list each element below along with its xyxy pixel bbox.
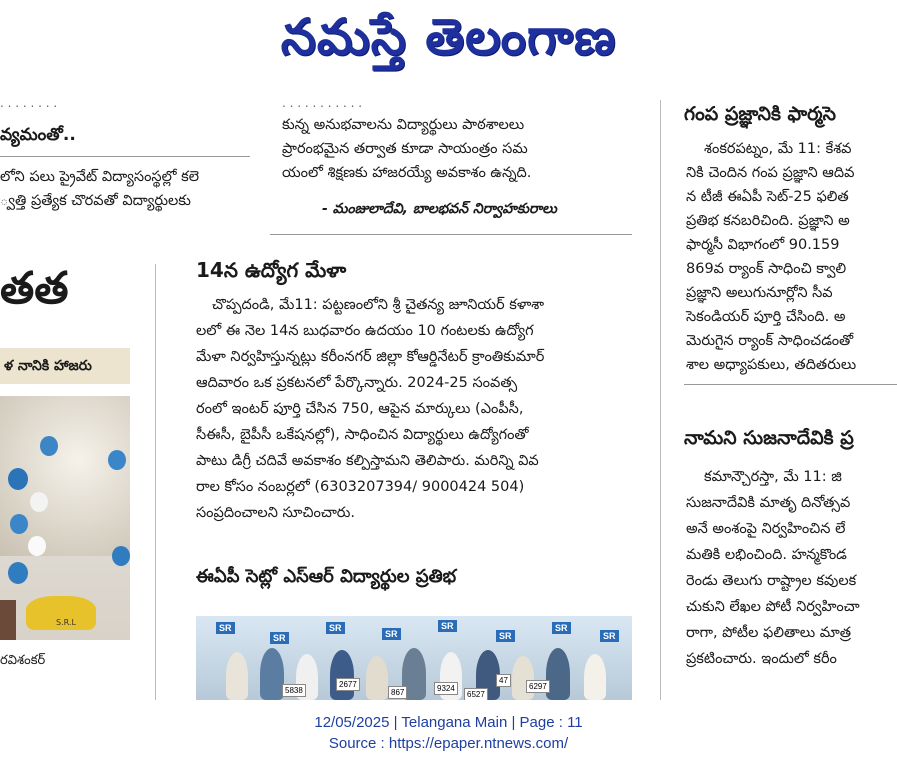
sr-logo: SR xyxy=(326,622,345,634)
eapcet-heading: ఈఏపీ సెట్లో ఎస్ఆర్ విద్యార్థుల ప్రతిభ xyxy=(196,566,457,587)
job-fair-line: చొప్పదండి, మే11: పట్టణంలోని శ్రీ చైతన్య జూనియర్ కళాశా xyxy=(212,297,545,313)
photo-caption: రవిశంకర్ xyxy=(0,653,46,668)
sr-logo: SR xyxy=(438,620,457,632)
right-top-line: ఫార్మసీ విభాగంలో 90.159 xyxy=(686,237,840,253)
job-fair-line: మేళా నిర్వహిస్తున్నట్లు కరీంనగర్ జిల్లా కోఆర్డినేటర్ క్రాంతికుమార్ xyxy=(196,349,545,365)
rank-card: 867 xyxy=(388,686,407,699)
right-top-line: న టీజీ ఈఏపీ సెట్-25 ఫలిత xyxy=(686,189,849,205)
job-fair-line: సంప్రదించాలని సూచించారు. xyxy=(196,505,356,521)
divider xyxy=(0,156,250,157)
left-big-heading: తత xyxy=(0,263,69,314)
right-bottom-line: ప్రకటించారు. ఇందులో కరీం xyxy=(686,651,837,667)
middle-text-line: ప్రారంభమైన తర్వాత కూడా సాయంత్రం సమ xyxy=(282,141,528,157)
right-bottom-line: రాగా, పోటీల ఫలితాలు మాత్ర xyxy=(686,625,851,641)
sr-logo: SR xyxy=(600,630,619,642)
source-link[interactable]: Source : https://epaper.ntnews.com/ xyxy=(328,735,569,752)
job-fair-heading: 14న ఉద్యోగ మేళా xyxy=(196,258,347,282)
right-top-line: ప్రజ్ఞాని అలుగునూర్లోని సీవ xyxy=(686,285,833,301)
cut-text-fragment: . . . . . . . . . . . xyxy=(282,96,363,110)
rank-card: 6297 xyxy=(526,680,550,693)
divider xyxy=(270,234,632,235)
job-fair-line: రంలో ఇంటర్ పూర్తి చేసిన 750, ఆపైన మార్కులు (ఎంపీసీ, xyxy=(196,401,524,417)
middle-text-line: కున్న అనుభవాలను విద్యార్థులు పాఠశాలలు xyxy=(282,117,525,133)
right-top-line: శాల అధ్యాపకులు, తదితరులు xyxy=(686,357,857,373)
divider xyxy=(684,384,897,385)
sr-logo: SR xyxy=(496,630,515,642)
edition-info: 12/05/2025 | Telangana Main | Page : 11 xyxy=(314,714,583,731)
right-bottom-line: రెండు తెలుగు రాష్ట్రాల కవులక xyxy=(686,573,857,589)
cut-text-fragment: . . . . . . . . xyxy=(0,96,58,110)
rank-card: 9324 xyxy=(434,682,458,695)
students-photo xyxy=(196,616,632,700)
right-top-line: నికి చెందిన గంప ప్రజ్ఞాని ఆదివ xyxy=(686,165,855,181)
event-photo xyxy=(0,396,130,640)
sr-logo: SR xyxy=(270,632,289,644)
job-fair-line: రాల కోసం నంబర్లలో (6303207394/ 9000424 504) xyxy=(196,479,525,495)
job-fair-line: పాటు డిగ్రీ చదివే అవకాశం కల్పిస్తామని తెలిపారు. మరిన్ని వివ xyxy=(196,453,539,469)
right-bottom-line: అనే అంశంపై నిర్వహించిన లే xyxy=(686,521,846,537)
newspaper-logo: నమస్తే తెలంగాణ xyxy=(280,8,617,66)
job-fair-line: ఆదివారం ఒక ప్రకటనలో పేర్కొన్నారు. 2024-25 సంవత్స xyxy=(196,375,518,391)
middle-text-line: యంలో శిక్షణకు హాజరయ్యే అవకాశం ఉన్నది. xyxy=(282,165,532,181)
column-rule xyxy=(660,100,661,700)
newspaper-page xyxy=(0,80,897,700)
right-top-line: ప్రతిభ కనబరిచింది. ప్రజ్ఞాని అ xyxy=(686,213,850,229)
left-text-line: లోని పలు ప్రైవేట్ విద్యాసంస్థల్లో కలె xyxy=(0,169,199,185)
sr-logo: SR xyxy=(216,622,235,634)
right-bottom-heading: నామని సుజనాదేవికి ప్ర xyxy=(684,427,854,449)
column-rule xyxy=(155,264,156,700)
left-heading-fragment: వ్యమంతో.. xyxy=(0,125,76,145)
right-top-heading: గంప ప్రజ్ఞానికి ఫార్మసె xyxy=(684,103,836,125)
left-text-line: ్వత్తి ప్రత్యేక చొరవతో విద్యార్థులకు xyxy=(0,193,191,209)
right-top-line: మెరుగైన ర్యాంక్ సాధించడంతో xyxy=(686,333,854,349)
sr-logo: SR xyxy=(382,628,401,640)
photo-sign: S.R.L xyxy=(56,618,76,627)
subhead-box xyxy=(0,348,130,384)
right-bottom-line: సుజనాదేవికి మాతృ దినోత్సవ xyxy=(686,495,851,511)
right-top-line: శంకరపట్నం, మే 11: కేశవ xyxy=(704,141,852,157)
right-bottom-line: మతికి లభించింది. హన్మకొండ xyxy=(686,547,847,563)
left-subhead: ళ నానికి హాజరు xyxy=(4,358,92,374)
right-top-line: సెకండియర్ పూర్తి చేసింది. అ xyxy=(686,309,846,325)
masthead xyxy=(0,0,897,78)
right-top-line: 869వ ర్యాంక్ సాధించి క్వాలి xyxy=(686,261,847,277)
rank-card: 5838 xyxy=(282,684,306,697)
rank-card: 6527 xyxy=(464,688,488,700)
sr-logo: SR xyxy=(552,622,571,634)
rank-card: 47 xyxy=(496,674,511,687)
rank-card: 2677 xyxy=(336,678,360,691)
job-fair-line: లలో ఈ నెల 14న బుధవారం ఉదయం 10 గంటలకు ఉద్యోగ xyxy=(196,323,534,339)
page-footer xyxy=(0,712,897,754)
right-bottom-line: కమాన్చౌరస్తా, మే 11: జి xyxy=(704,469,842,485)
signature: - మంజులాదేవి, బాలభవన్ నిర్వాహకురాలు xyxy=(322,201,557,217)
job-fair-line: సీఈసీ, బైపీసీ ఒకేషనల్లో), సాధించిన విద్యార్థులు ఉద్యోగంతో xyxy=(196,427,529,443)
right-bottom-line: చుకుని లేఖల పోటీ నిర్వహించా xyxy=(686,599,860,615)
